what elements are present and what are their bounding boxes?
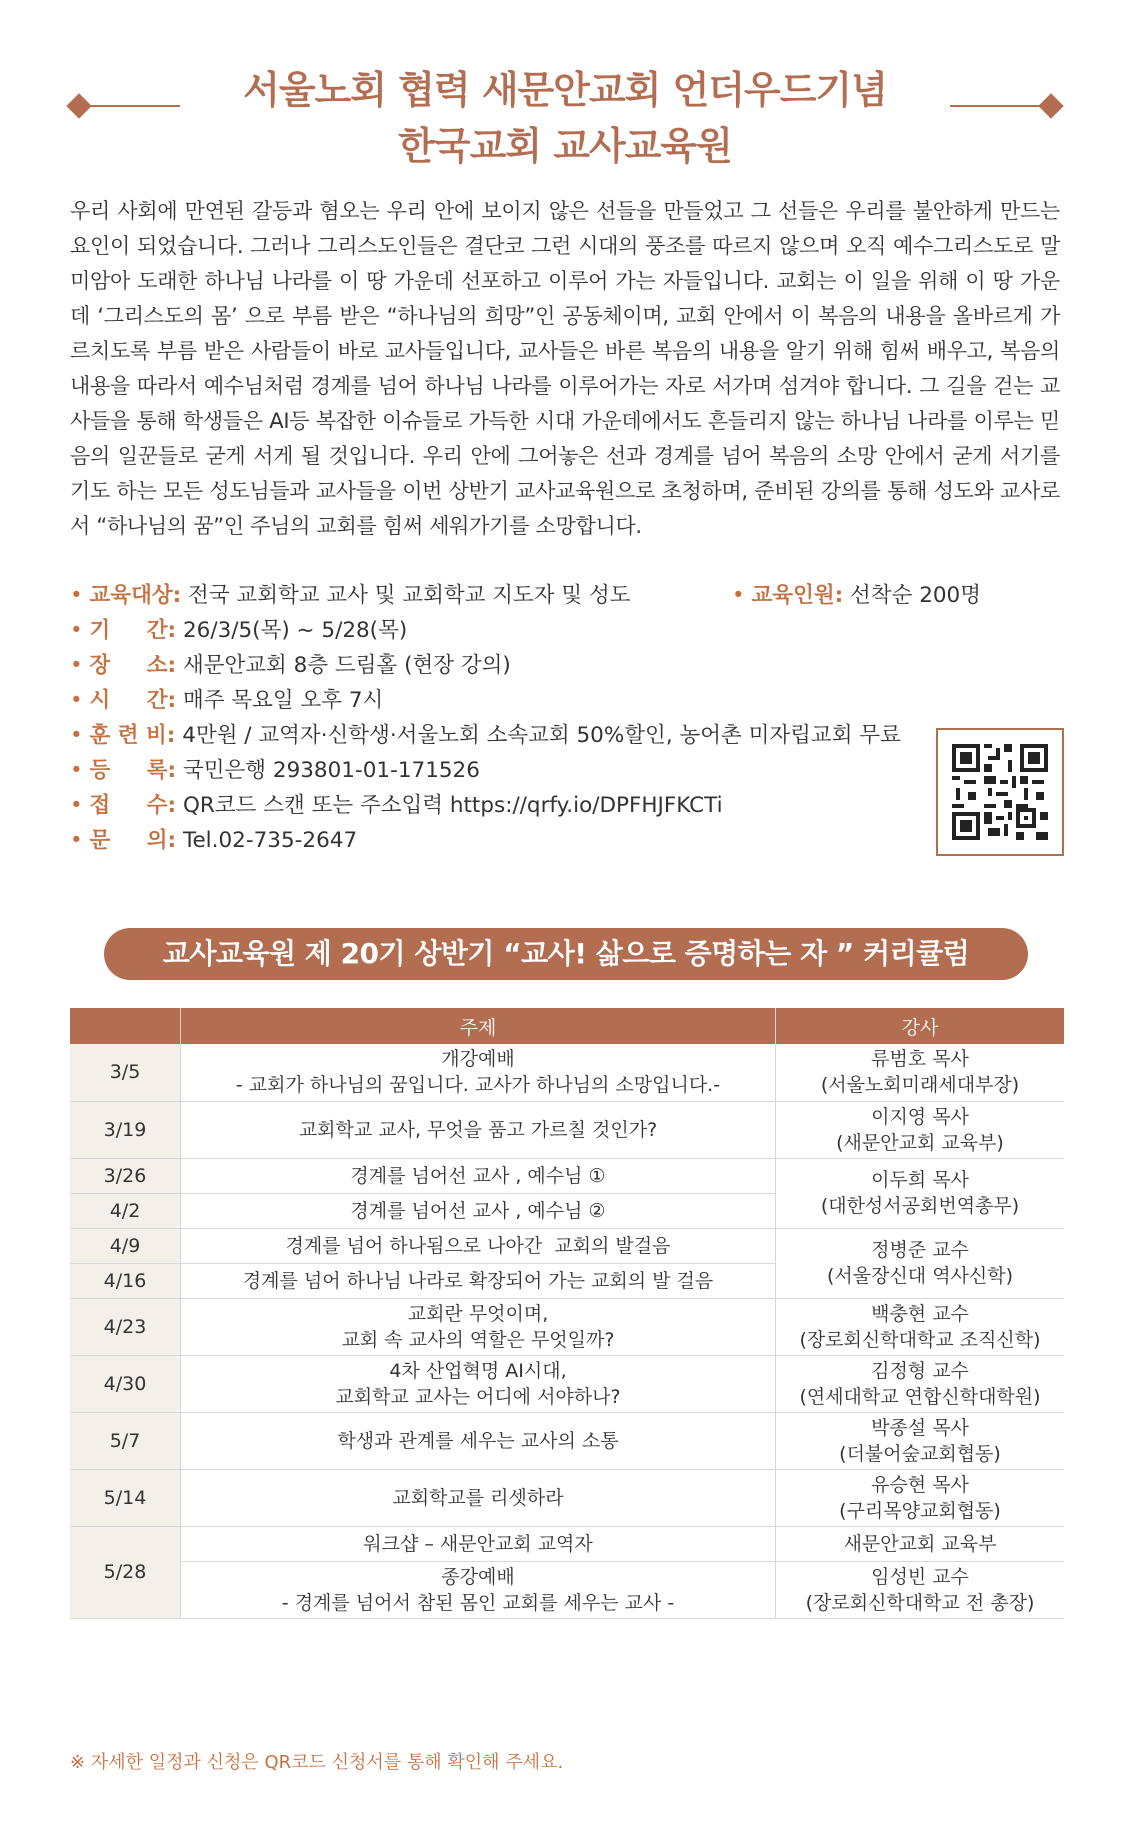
page-title-line1: 서울노회 협력 새문안교회 언더우드기념: [243, 68, 887, 112]
header: [0, 62, 1130, 174]
table-row: 3/26 경계를 넘어선 교사 , 예수님 ① 이두희 목사 (대한성서공회번역총무): [70, 1158, 1064, 1193]
left-ornament: [70, 100, 180, 112]
right-ornament: [950, 100, 1060, 112]
info-register: • 등 록: 국민은행 293801-01-171526: [70, 758, 480, 783]
table-row: 5/28 워크샵 – 새문안교회 교역자 새문안교회 교육부: [70, 1526, 1064, 1561]
info-place: • 장 소: 새문안교회 8층 드림홀 (현장 강의): [70, 653, 511, 678]
curriculum-banner: 교사교육원 제 20기 상반기 “교사! 삶으로 증명하는 자 ” 커리큘럼: [104, 928, 1028, 980]
header-topic: 주제: [181, 1008, 776, 1044]
table-header: [70, 1008, 1064, 1044]
info-contact: • 문 의: Tel.02-735-2647: [70, 828, 358, 853]
footnote: ※ 자세한 일정과 신청은 QR코드 신청서를 통해 확인해 주세요.: [70, 1752, 564, 1773]
info-time: • 시 간: 매주 목요일 오후 7시: [70, 688, 384, 713]
qr-code[interactable]: [936, 728, 1064, 856]
table-row: 4/23 교회란 무엇이며, 교회 속 교사의 역할은 무엇일까? 백충현 교수 (장로회신학대학교 조직신학): [70, 1298, 1064, 1355]
curriculum-table: [70, 1008, 1064, 1619]
table-row: 3/19 교회학교 교사, 무엇을 품고 가르칠 것인가? 이지영 목사 (새문안교회 교육부): [70, 1101, 1064, 1158]
table-row: 4/16 경계를 넘어 하나님 나라로 확장되어 가는 교회의 발 걸음: [70, 1263, 1064, 1298]
intro-paragraph: 우리 사회에 만연된 갈등과 혐오는 우리 안에 보이지 않은 선들을 만들었고 그 선들은 우리를 불안하게 만드는 요인이 되었습니다. 그러나 그리스도인들은 결단코 그런 시대의 풍조를 따르지 않으며 오직 예수그리스도로 말미암아 도래한 하나님 나라를 이 땅 가운데 선포하고 이루어 가는 자들입니다. 교회는 이 일을 위해 이 땅 가운데 ‘그리스도의 몸’ 으로 부름 받은 “하나님의 희망”인 공동체이며, 교회 안에서 이 복음의 내용을 올바르게 가르치도록 부름 받은 사람들이 바로 교사들입니다, 교사들은 바른 복음의 내용을 알기 위해 힘써 배우고, 복음의 내용을 따라서 예수님처럼 경계를 넘어 하나님 나라를 이루어가는 자로 서가며 섬겨야 합니다. 그 길을 걷는 교사들을 통해 학생들은 AI등 복잡한 이슈들로 가득한 시대 가운데에서도 흔들리지 않는 하나님 나라를 이루는 믿음의 일꾼들로 굳게 서게 될 것입니다. 우리 안에 그어놓은 선과 경계를 넘어 복음의 소망 안에서 굳게 서기를 기도 하는 모든 성도님들과 교사들을 이번 상반기 교사교육원으로 초청하며, 준비된 강의를 통해 성도와 교사로서 “하나님의 꿈”인 주님의 교회를 힘써 세워가기를 소망합니다.: [70, 199, 1060, 538]
table-row: 3/5 개강예배 - 교회가 하나님의 꿈입니다. 교사가 하나님의 소망입니다.- 류범호 목사 (서울노회미래세대부장): [70, 1044, 1064, 1101]
table-row: 종강예배 - 경계를 넘어서 참된 몸인 교회를 세우는 교사 - 임성빈 교수 (장로회신학대학교 전 총장): [70, 1561, 1064, 1618]
info-period: • 기 간: 26/3/5(목) ~ 5/28(목): [70, 618, 408, 643]
table-row: 5/7 학생과 관계를 세우는 교사의 소통 박종설 목사 (더불어숲교회협동): [70, 1412, 1064, 1469]
capacity-label: 교육인원:: [751, 583, 844, 608]
table-row: 4/2 경계를 넘어선 교사 , 예수님 ②: [70, 1193, 1064, 1228]
page-title-line2: 한국교회 교사교육원: [398, 124, 732, 168]
table-row: 4/9 경계를 넘어 하나됨으로 나아간 교회의 발걸음 정병준 교수 (서울장신대 역사신학): [70, 1228, 1064, 1263]
header-speaker: 강사: [776, 1008, 1065, 1044]
info-apply: • 접 수: QR코드 스캔 또는 주소입력 https://qrfy.io/DPFHJFKCTi: [70, 793, 723, 818]
capacity-value: 선착순 200명: [843, 583, 982, 608]
apply-url[interactable]: QR코드 스캔 또는 주소입력 https://qrfy.io/DPFHJFKCTi: [176, 793, 723, 818]
info-fee: • 훈 련 비: 4만원 / 교역자·신학생·서울노회 소속교회 50%할인, 농어촌 미자립교회 무료: [70, 723, 901, 748]
info-target: • 교육대상: 전국 교회학교 교사 및 교회학교 지도자 및 성도 • 교육인원: 선착순 200명: [70, 578, 1000, 613]
table-row: 5/14 교회학교를 리셋하라 유승현 목사 (구리목양교회협동): [70, 1469, 1064, 1526]
table-row: 4/30 4차 산업혁명 AI시대, 교회학교 교사는 어디에 서야하나? 김정형 교수 (연세대학교 연합신학대학원): [70, 1355, 1064, 1412]
